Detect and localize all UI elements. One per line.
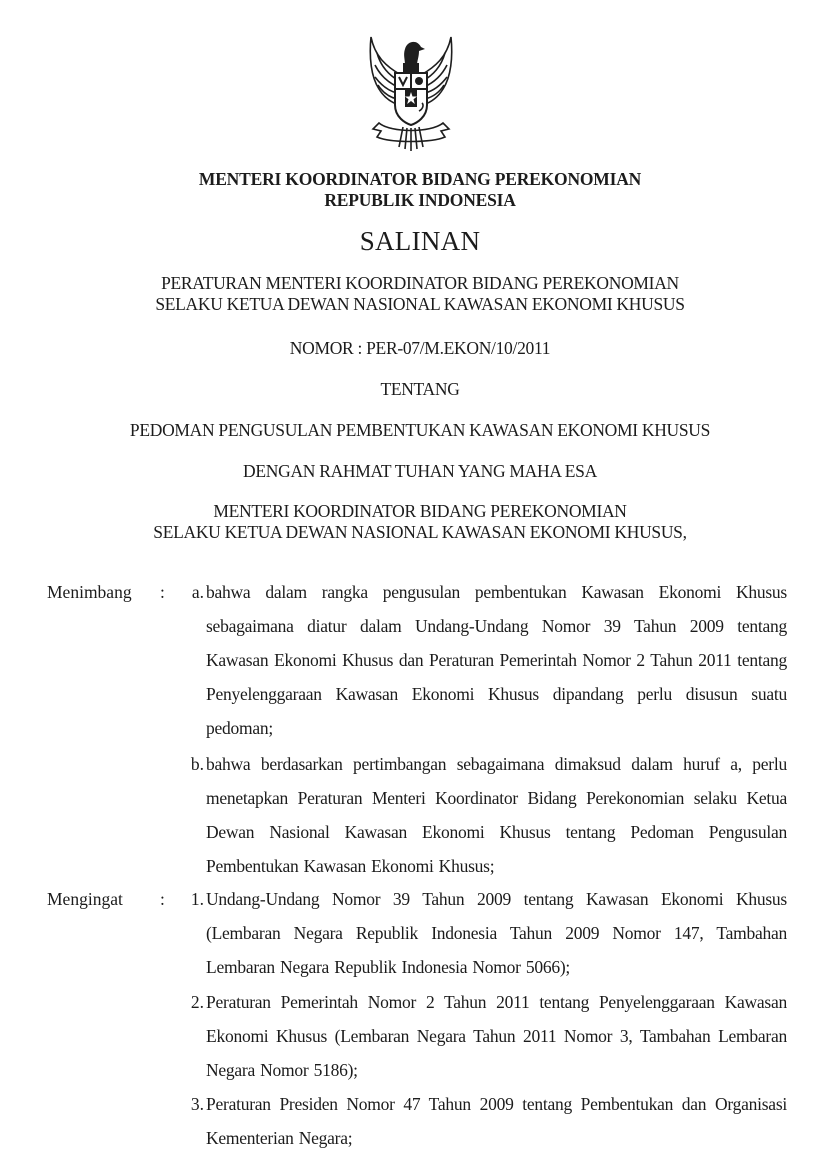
regulation-subject: PEDOMAN PENGUSULAN PEMBENTUKAN KAWASAN EKONOMI KHUSUS [129, 420, 711, 440]
issuer-line-2: SELAKU KETUA DEWAN NASIONAL KAWASAN EKONOMI KHUSUS, [153, 522, 687, 542]
menimbang-colon: : [160, 582, 165, 602]
menimbang-label: Menimbang [47, 582, 132, 602]
letterhead-line-1: MENTERI KOORDINATOR BIDANG PEREKONOMIAN [198, 169, 642, 189]
item-marker: b. [190, 754, 204, 774]
mengingat-item-3 [170, 1087, 787, 1155]
letterhead-line-2: REPUBLIK INDONESIA [324, 190, 516, 210]
regulation-title-line-2: SELAKU KETUA DEWAN NASIONAL KAWASAN EKONOMI KHUSUS [155, 294, 685, 314]
item-marker: 1. [190, 889, 204, 909]
copy-stamp: SALINAN [359, 226, 481, 256]
item-text: Peraturan Pemerintah Nomor 2 Tahun 2011 tentang Penyelenggaraan Kawasan Ekonomi Khusus (Lembaran Negara Tahun 2011 Nomor 3, Tambahan Lembaran Negara Nomor 5186); [206, 992, 787, 1080]
issuer-line-1: MENTERI KOORDINATOR BIDANG PEREKONOMIAN [213, 501, 627, 521]
item-text: bahwa dalam rangka pengusulan pembentukan Kawasan Ekonomi Khusus sebagaimana diatur dalam Undang-Undang Nomor 39 Tahun 2009 tentang Kawasan Ekonomi Khusus dan Peraturan Pemerintah Nomor 2 Tahun 2011 tentang Penyelenggaraan Kawasan Ekonomi Khusus dipandang perlu disusun suatu pedoman; [206, 582, 787, 738]
garuda-pancasila-emblem [361, 27, 461, 162]
invocation: DENGAN RAHMAT TUHAN YANG MAHA ESA [243, 461, 597, 481]
item-text: bahwa berdasarkan pertimbangan sebagaimana dimaksud dalam huruf a, perlu menetapkan Peraturan Menteri Koordinator Bidang Perekonomian selaku Ketua Dewan Nasional Kawasan Ekonomi Khusus tentang Pedoman Pengusulan Pembentukan Kawasan Ekonomi Khusus; [206, 754, 787, 876]
mengingat-item-1 [170, 882, 787, 984]
regulation-number: NOMOR : PER-07/M.EKON/10/2011 [289, 338, 551, 358]
menimbang-item-a [170, 575, 787, 745]
mengingat-label: Mengingat [47, 889, 123, 909]
item-marker: 3. [190, 1094, 204, 1114]
mengingat-colon: : [160, 889, 165, 909]
tentang-heading: TENTANG [380, 379, 460, 399]
item-marker: 2. [190, 992, 204, 1012]
menimbang-item-b [170, 747, 787, 883]
mengingat-item-2 [170, 985, 787, 1087]
item-text: Peraturan Presiden Nomor 47 Tahun 2009 tentang Pembentukan dan Organisasi Kementerian Negara; [206, 1094, 787, 1148]
regulation-title-line-1: PERATURAN MENTERI KOORDINATOR BIDANG PEREKONOMIAN [161, 273, 679, 293]
item-text: Undang-Undang Nomor 39 Tahun 2009 tentang Kawasan Ekonomi Khusus (Lembaran Negara Republik Indonesia Tahun 2009 Nomor 147, Tambahan Lembaran Negara Republik Indonesia Nomor 5066); [206, 889, 787, 977]
item-marker: a. [191, 582, 204, 602]
